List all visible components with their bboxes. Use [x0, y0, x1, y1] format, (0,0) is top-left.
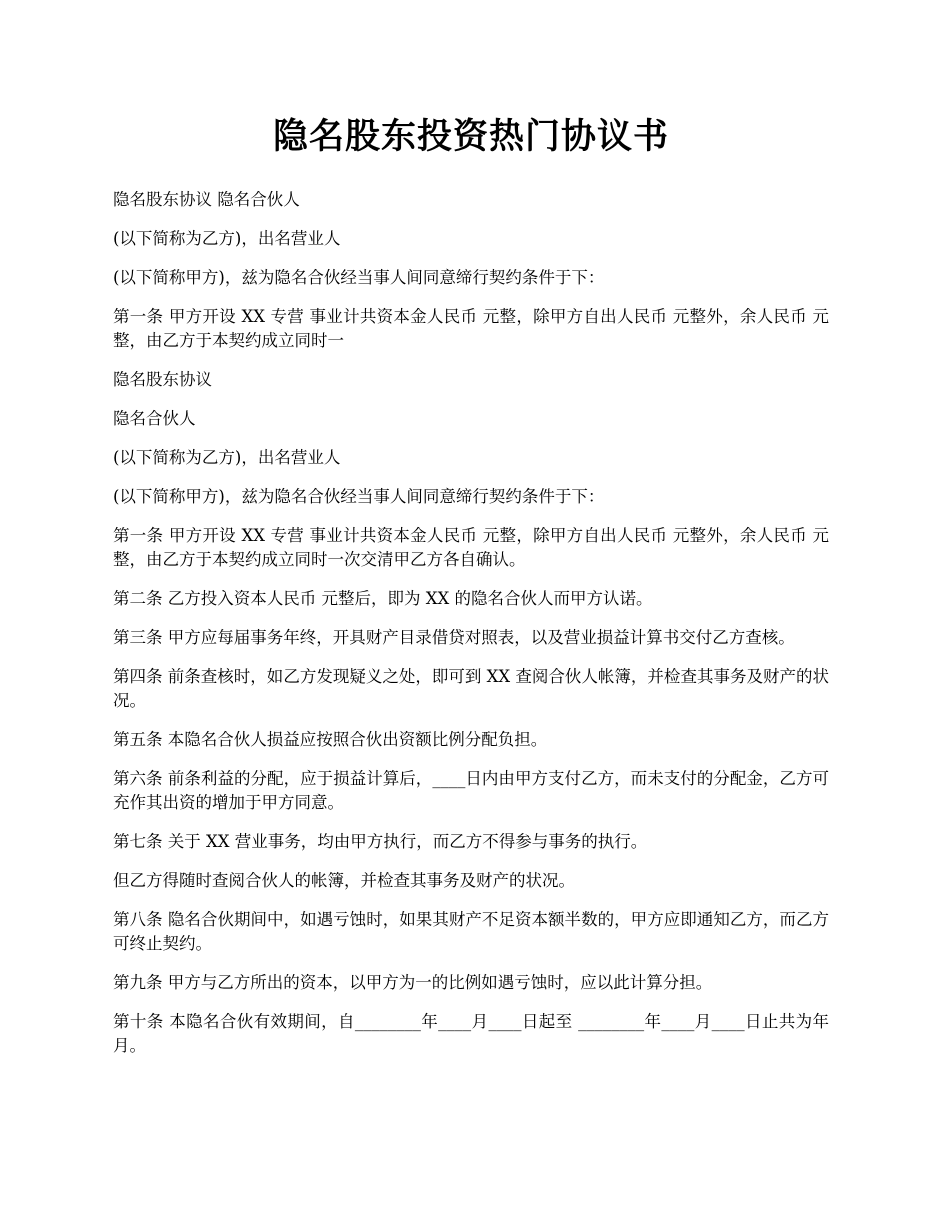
paragraph-agreement-heading: 隐名股东协议: [113, 370, 212, 389]
paragraph-party-a-intro-2: (以下简称甲方)，兹为隐名合伙经当事人间同意缔行契约条件于下：: [113, 487, 605, 506]
paragraph-article-2: 第二条 乙方投入资本人民币 元整后，即为 XX 的隐名合伙人而甲方认诺。: [113, 589, 653, 608]
paragraph-article-5: 第五条 本隐名合伙人损益应按照合伙出资额比例分配负担。: [113, 730, 548, 749]
paragraph-article-9: 第九条 甲方与乙方所出的资本，以甲方为一的比例如遇亏蚀时，应以此计算分担。: [113, 973, 713, 992]
paragraph-party-b-intro-2: (以下简称为乙方)，出名营业人: [113, 448, 341, 467]
paragraph-article-10: 第十条 本隐名合伙有效期间，自________年____月____日起至 ________年____月____日止共为年月。: [113, 1012, 829, 1055]
paragraph-preamble-names: 隐名股东协议 隐名合伙人: [113, 190, 300, 209]
paragraph-article-6: 第六条 前条利益的分配，应于损益计算后，____日内由甲方支付乙方，而未支付的分配金，乙方可充作其出资的增加于甲方同意。: [113, 769, 829, 812]
paragraph-article-1: 第一条 甲方开设 XX 专营 事业计共资本金人民币 元整，除甲方自出人民币 元整外，余人民币 元整，由乙方于本契约成立同时一次交清甲乙方各自确认。: [113, 526, 829, 569]
paragraph-article-4: 第四条 前条查核时，如乙方发现疑义之处，即可到 XX 查阅合伙人帐簿，并检查其事务及财产的状况。: [113, 667, 829, 710]
paragraph-party-b-intro: (以下简称为乙方)，出名营业人: [113, 229, 341, 248]
paragraph-article-1-partial: 第一条 甲方开设 XX 专营 事业计共资本金人民币 元整，除甲方自出人民币 元整外，余人民币 元整，由乙方于本契约成立同时一: [113, 307, 829, 350]
paragraph-article-3: 第三条 甲方应每届事务年终，开具财产目录借贷对照表，以及营业损益计算书交付乙方查核。: [113, 628, 795, 647]
paragraph-article-8: 第八条 隐名合伙期间中，如遇亏蚀时，如果其财产不足资本额半数的，甲方应即通知乙方，而乙方可终止契约。: [113, 910, 829, 953]
paragraph-article-7: 第七条 关于 XX 营业事务，均由甲方执行，而乙方不得参与事务的执行。: [113, 832, 648, 851]
paragraph-party-a-intro: (以下简称甲方)，兹为隐名合伙经当事人间同意缔行契约条件于下：: [113, 268, 605, 287]
document-page: [113, 108, 829, 1073]
paragraph-silent-partner: 隐名合伙人: [113, 409, 196, 428]
paragraph-article-7-continued: 但乙方得随时查阅合伙人的帐簿，并检查其事务及财产的状况。: [113, 871, 575, 890]
document-title: 隐名股东投资热门协议书: [272, 116, 669, 157]
